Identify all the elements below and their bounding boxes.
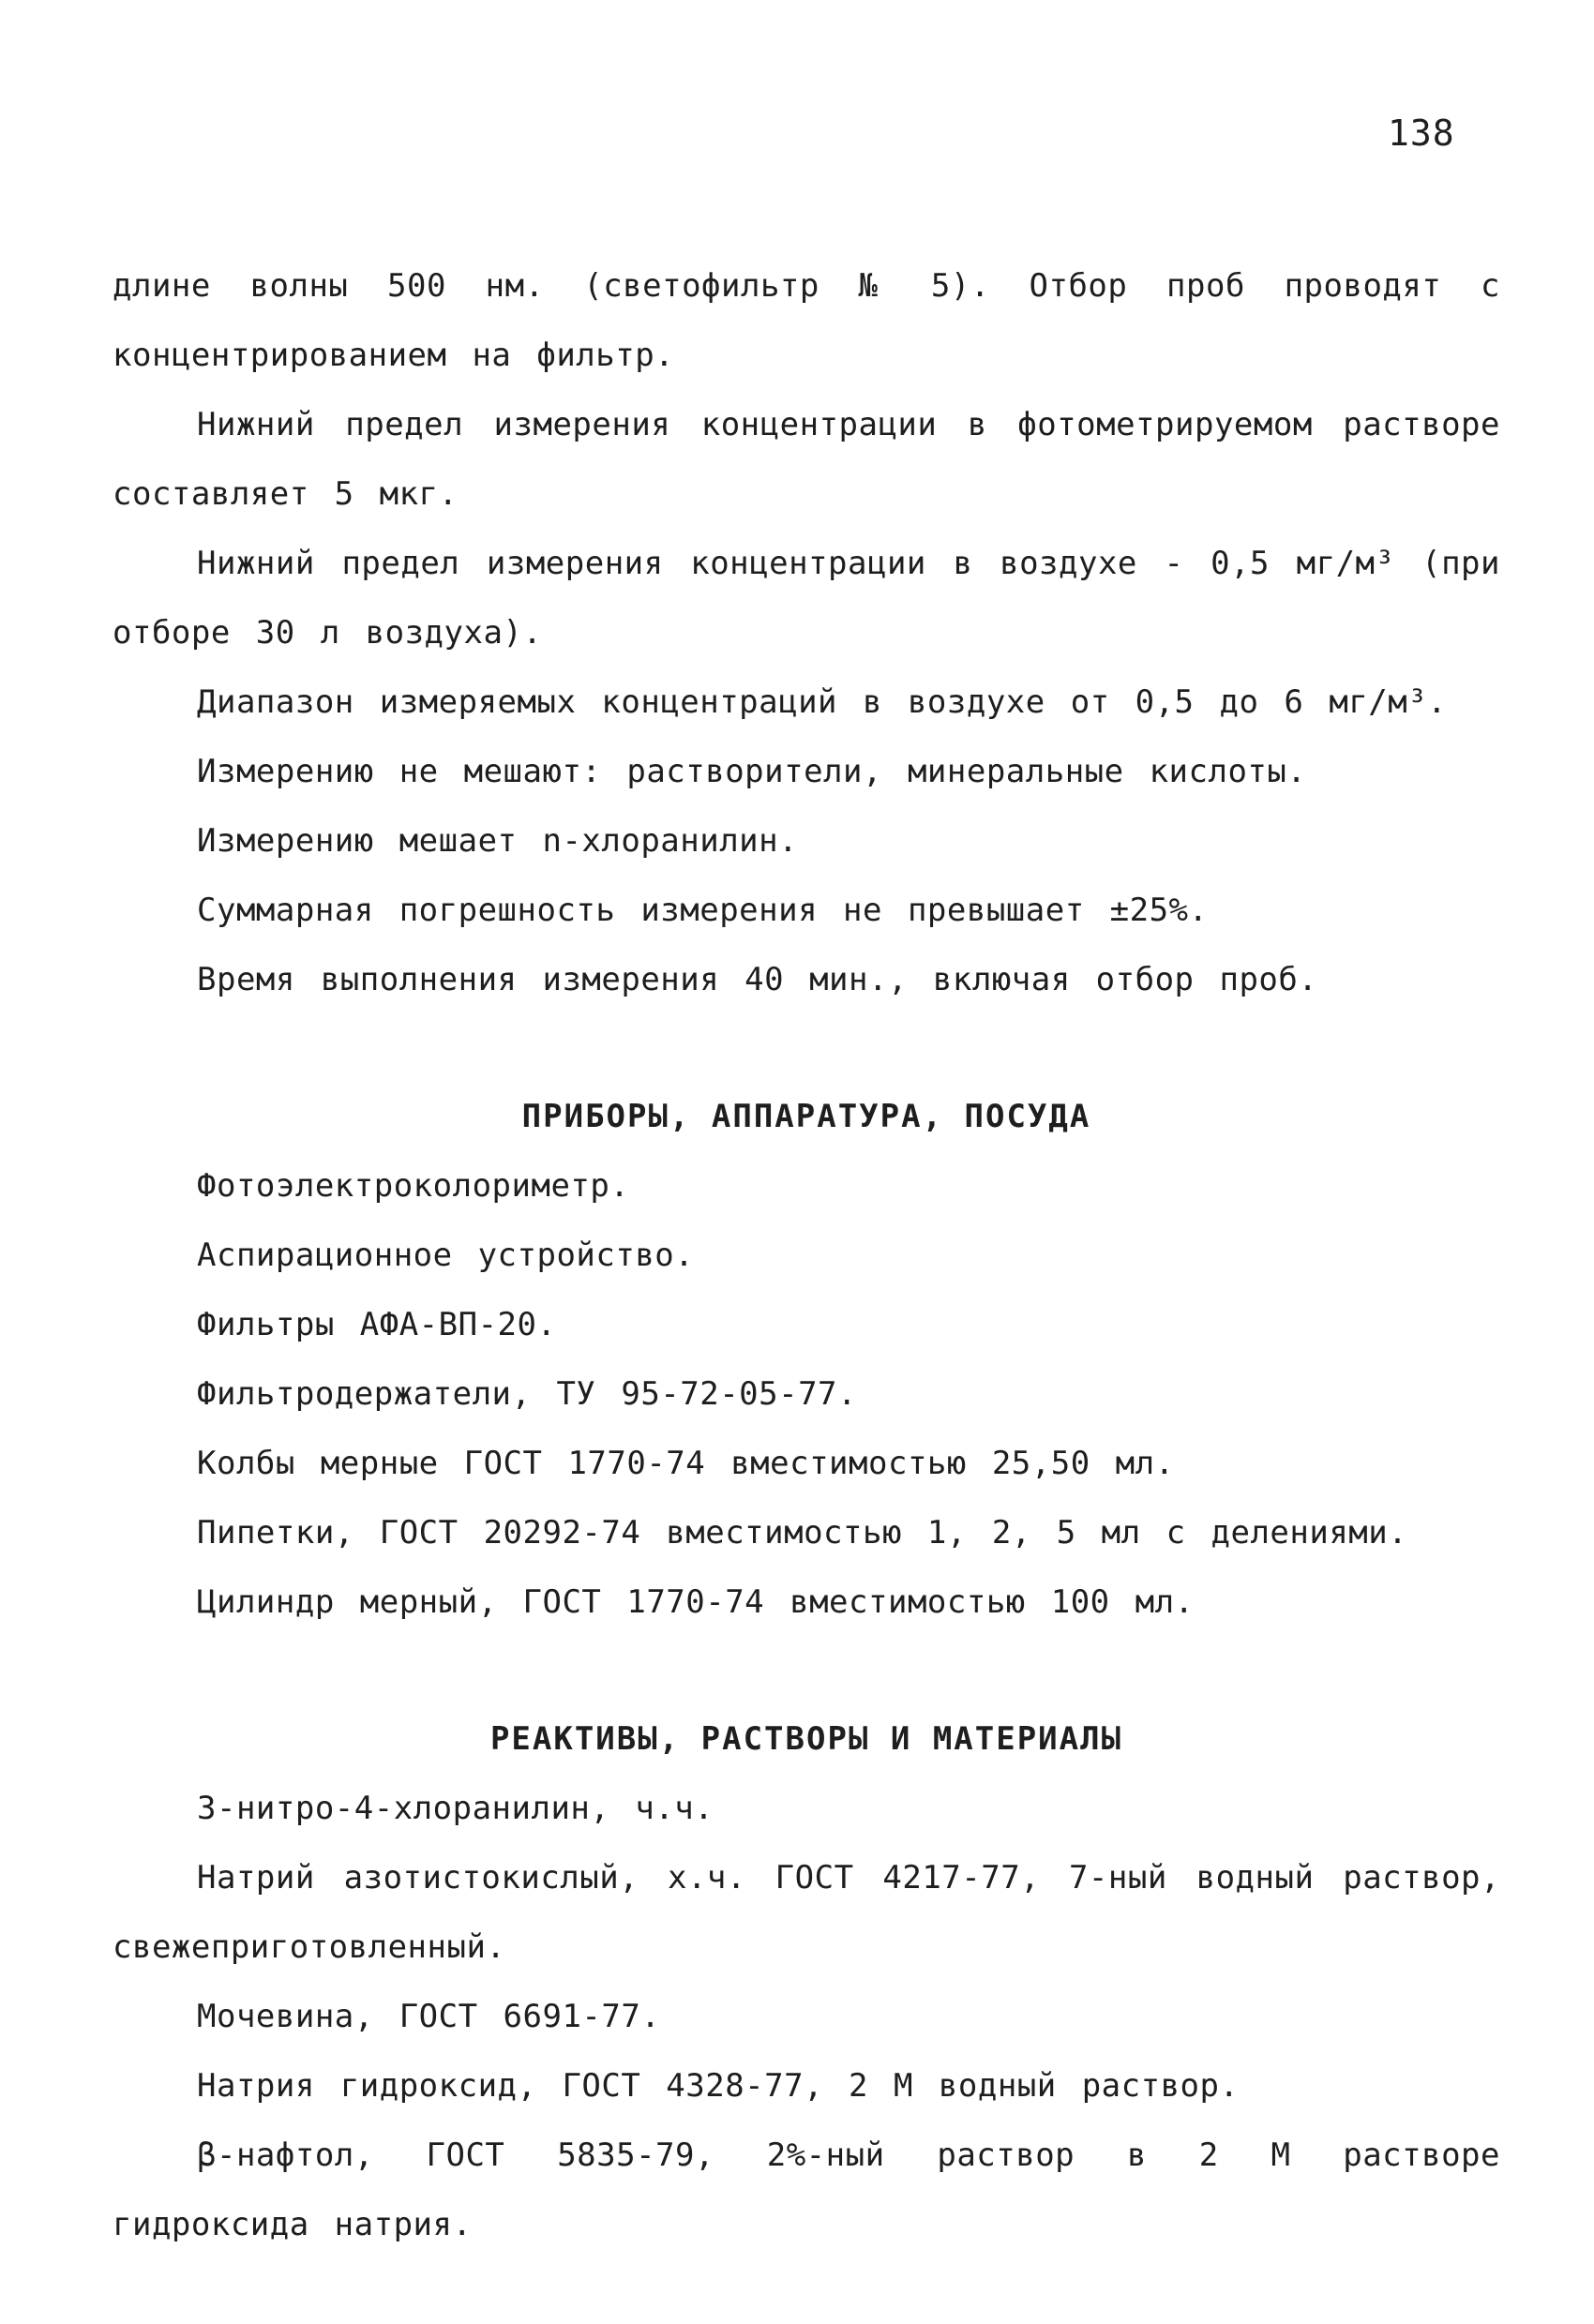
document-body xyxy=(113,251,1500,2259)
paragraph-interference: Измерению мешает n-хлоранилин. xyxy=(197,822,799,860)
equipment-item: Фильтродержатели, ТУ 95-72-05-77. xyxy=(197,1375,858,1413)
equipment-item: Фильтры АФА-ВП-20. xyxy=(197,1306,557,1343)
paragraph-time: Время выполнения измерения 40 мин., включая отбор проб. xyxy=(197,961,1318,998)
paragraph-error: Суммарная погрешность измерения не превышает ±25%. xyxy=(197,892,1209,929)
equipment-item: Аспирационное устройство. xyxy=(197,1237,695,1274)
reagent-item: 3-нитро-4-хлоранилин, ч.ч. xyxy=(197,1790,714,1827)
page-number: 138 xyxy=(1388,112,1455,154)
paragraph-wavelength: длине волны 500 нм. (светофильтр № 5). Отбор проб проводят с концентрированием на фильтр. xyxy=(113,267,1500,374)
section-title-equipment: ПРИБОРЫ, АППАРАТУРА, ПОСУДА xyxy=(521,1098,1091,1135)
section-gap xyxy=(113,1637,1500,1704)
equipment-item: Пипетки, ГОСТ 20292-74 вместимостью 1, 2, 5 мл с делениями. xyxy=(197,1514,1408,1552)
section-title-reagents: РЕАКТИВЫ, РАСТВОРЫ И МАТЕРИАЛЫ xyxy=(489,1720,1123,1758)
equipment-item: Колбы мерные ГОСТ 1770-74 вместимостью 25,50 мл. xyxy=(197,1445,1175,1482)
reagent-item: Натрия гидроксид, ГОСТ 4328-77, 2 М водный раствор. xyxy=(197,2067,1240,2105)
reagent-item: Мочевина, ГОСТ 6691-77. xyxy=(197,1998,661,2035)
equipment-item: Цилиндр мерный, ГОСТ 1770-74 вместимостью 100 мл. xyxy=(197,1583,1195,1621)
reagent-item: β-нафтол, ГОСТ 5835-79, 2%-ный раствор в 2 М растворе гидроксида натрия. xyxy=(113,2137,1500,2243)
reagent-item: Натрий азотистокислый, х.ч. ГОСТ 4217-77, 7-ный водный раствор, свежеприготовленный. xyxy=(113,1859,1500,1966)
section-gap xyxy=(113,1014,1500,1082)
paragraph-range: Диапазон измеряемых концентраций в воздухе от 0,5 до 6 мг/м³. xyxy=(197,683,1448,721)
paragraph-lower-limit-air: Нижний предел измерения концентрации в воздухе - 0,5 мг/м³ (при отборе 30 л воздуха). xyxy=(113,545,1500,652)
equipment-item: Фотоэлектроколориметр. xyxy=(197,1167,630,1205)
paragraph-no-interference: Измерению не мешают: растворители, минеральные кислоты. xyxy=(197,753,1307,790)
paragraph-lower-limit-solution: Нижний предел измерения концентрации в фотометрируемом растворе составляет 5 мкг. xyxy=(113,406,1500,513)
